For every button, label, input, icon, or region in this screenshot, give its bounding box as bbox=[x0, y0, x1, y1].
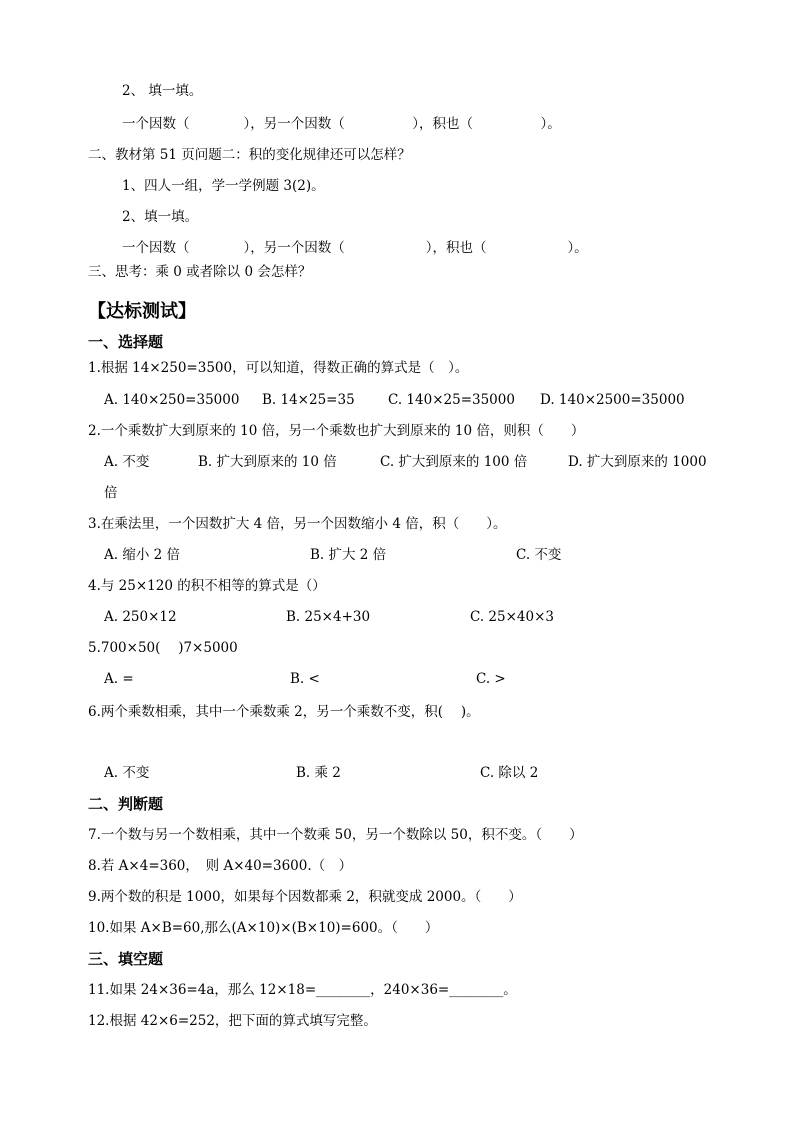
q3-option-c: C. 不变 bbox=[516, 547, 562, 563]
intro-line-factor-blanks-2: 一个因数（ ），另一个因数（ ），积也（ ）。 bbox=[122, 240, 588, 256]
intro-line-fill-in-2: 2、填一填。 bbox=[122, 209, 199, 225]
q5-option-b: B. < bbox=[290, 671, 320, 687]
q5-stem: 5.700×50( )7×5000 bbox=[88, 640, 238, 656]
intro-line-group-study: 1、四人一组，学一学例题 3(2)。 bbox=[122, 178, 325, 194]
q1-option-d: D. 140×2500=35000 bbox=[540, 392, 685, 408]
q10-stem: 10.如果 A×B=60,那么(A×10)×(B×10)=600。（ ） bbox=[88, 920, 439, 936]
section-judge-title: 二、判断题 bbox=[88, 795, 164, 813]
q1-option-c: C. 140×25=35000 bbox=[388, 392, 515, 408]
intro-line-fill-in: 2、 填一填。 bbox=[122, 83, 203, 99]
intro-line-factor-blanks-1: 一个因数（ ），另一个因数（ ），积也（ ）。 bbox=[122, 116, 561, 132]
q1-stem: 1.根据 14×250=3500，可以知道，得数正确的算式是（ ）。 bbox=[88, 360, 469, 376]
q2-stem: 2.一个乘数扩大到原来的 10 倍，另一个乘数也扩大到原来的 10 倍，则积（ ） bbox=[88, 423, 585, 439]
q1-option-a: A. 140×250=35000 bbox=[104, 392, 240, 408]
q4-option-a: A. 250×12 bbox=[104, 609, 177, 625]
test-heading: 【达标测试】 bbox=[88, 301, 196, 322]
section-fill-title: 三、填空题 bbox=[88, 950, 164, 968]
q5-option-c: C. > bbox=[476, 671, 506, 687]
q5-option-a: A. = bbox=[104, 671, 134, 687]
q1-option-b: B. 14×25=35 bbox=[262, 392, 355, 408]
q4-option-c: C. 25×40×3 bbox=[470, 609, 554, 625]
q2-option-d: D. 扩大到原来的 1000 bbox=[568, 454, 707, 470]
q2-option-a: A. 不变 bbox=[104, 454, 150, 470]
q3-stem: 3.在乘法里，一个因数扩大 4 倍，另一个因数缩小 4 倍，积（ ）。 bbox=[88, 516, 507, 532]
q6-option-b: B. 乘 2 bbox=[296, 765, 341, 781]
q4-stem: 4.与 25×120 的积不相等的算式是（） bbox=[88, 578, 326, 594]
q4-option-b: B. 25×4+30 bbox=[286, 609, 371, 625]
q12-stem: 12.根据 42×6=252，把下面的算式填写完整。 bbox=[88, 1013, 377, 1029]
q2-option-b: B. 扩大到原来的 10 倍 bbox=[198, 454, 337, 470]
q11-stem: 11.如果 24×36=4a，那么 12×18=________，240×36=________。 bbox=[88, 982, 517, 998]
q2-option-d-wrap: 倍 bbox=[104, 485, 118, 501]
q8-stem: 8.若 A×4=360， 则 A×40=3600.（ ） bbox=[88, 858, 353, 874]
q6-option-c: C. 除以 2 bbox=[480, 765, 539, 781]
q9-stem: 9.两个数的积是 1000，如果每个因数都乘 2，积就变成 2000。（ ） bbox=[88, 889, 522, 905]
section-choice-title: 一、选择题 bbox=[88, 333, 164, 351]
q6-stem: 6.两个乘数相乘，其中一个乘数乘 2，另一个乘数不变，积( )。 bbox=[88, 704, 480, 720]
intro-line-textbook-question: 二、教材第 51 页问题二：积的变化规律还可以怎样？ bbox=[88, 147, 411, 163]
q3-option-b: B. 扩大 2 倍 bbox=[310, 547, 387, 563]
q3-option-a: A. 缩小 2 倍 bbox=[104, 547, 181, 563]
q2-option-c: C. 扩大到原来的 100 倍 bbox=[380, 454, 528, 470]
q7-stem: 7.一个数与另一个数相乘，其中一个数乘 50，另一个数除以 50，积不变。（ ） bbox=[88, 827, 583, 843]
q6-option-a: A. 不变 bbox=[104, 765, 150, 781]
intro-line-think: 三、思考：乘 0 或者除以 0 会怎样？ bbox=[88, 264, 312, 280]
